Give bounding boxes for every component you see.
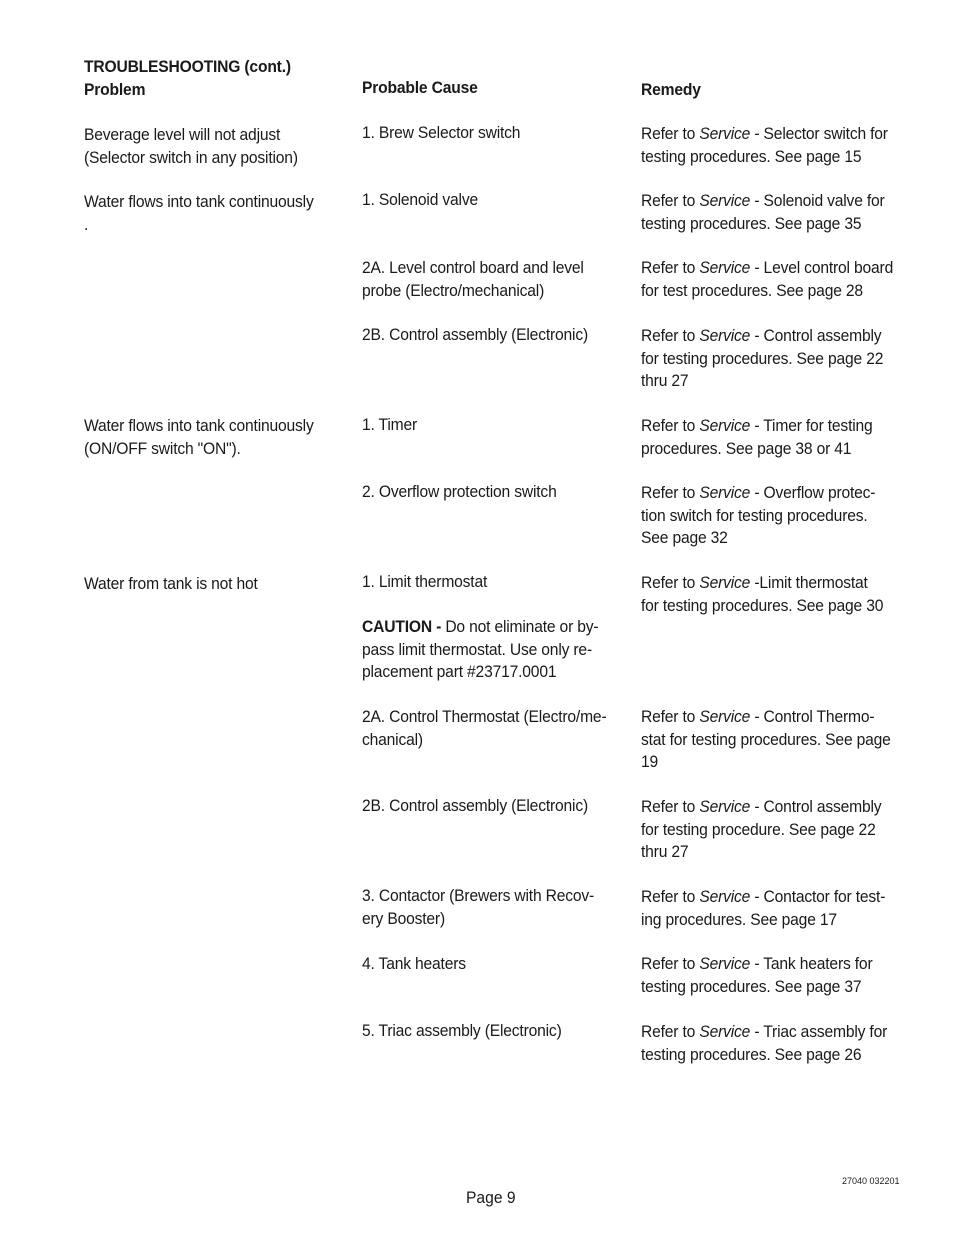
remedy-line: Refer to Service - Control Thermo- <box>641 707 875 726</box>
remedy-line: for test procedures. See page 28 <box>641 280 863 300</box>
problem-cell <box>84 573 340 596</box>
problem-line: Water flows into tank continuously <box>84 192 314 211</box>
problem-line: Beverage level will not adjust <box>84 125 281 144</box>
remedy-cell <box>641 123 900 168</box>
problem-cell <box>84 415 340 460</box>
cause-line: 2B. Control assembly (Electronic) <box>362 325 589 344</box>
remedy-line: stat for testing procedures. See page <box>641 729 891 749</box>
remedy-cell <box>641 482 900 550</box>
problem-line: Water flows into tank continuously <box>84 416 314 435</box>
cause-cell <box>362 885 621 930</box>
cause-cell <box>362 414 621 437</box>
remedy-line: ing procedures. See page 17 <box>641 909 837 929</box>
remedy-line: Refer to Service - Solenoid valve for <box>641 191 885 210</box>
remedy-cell <box>641 325 900 393</box>
column-header-remedy: Remedy <box>641 80 701 99</box>
service-ref: Service <box>699 707 751 726</box>
remedy-line: Refer to Service - Control assembly <box>641 797 882 816</box>
remedy-line: Refer to Service - Triac assembly for <box>641 1022 888 1041</box>
remedy-line: Refer to Service - Level control board <box>641 258 894 277</box>
cause-cell <box>362 706 621 751</box>
cause-cell <box>362 953 621 976</box>
remedy-cell <box>641 257 900 302</box>
remedy-line: for testing procedures. See page 30 <box>641 595 884 615</box>
service-ref: Service <box>699 1022 751 1041</box>
caution-line: placement part #23717.0001 <box>362 662 557 681</box>
remedy-line: tion switch for testing procedures. <box>641 505 868 525</box>
remedy-line: for testing procedure. See page 22 <box>641 819 876 839</box>
problem-cell <box>84 191 340 236</box>
document-code: 27040 032201 <box>842 1176 900 1186</box>
remedy-line: thru 27 <box>641 371 689 390</box>
cause-line: 2A. Level control board and level <box>362 258 584 277</box>
remedy-line: testing procedures. See page 15 <box>641 146 862 166</box>
cause-cell <box>362 324 621 347</box>
remedy-line: Refer to Service - Contactor for test- <box>641 887 886 906</box>
cause-line: chanical) <box>362 729 423 749</box>
caution-line: pass limit thermostat. Use only re- <box>362 639 592 659</box>
cause-line: 4. Tank heaters <box>362 954 466 973</box>
remedy-line: testing procedures. See page 37 <box>641 976 862 996</box>
problem-line: (Selector switch in any position) <box>84 147 298 167</box>
service-ref: Service <box>699 191 751 210</box>
remedy-cell <box>641 953 900 998</box>
caution-line: CAUTION - Do not eliminate or by- <box>362 617 599 636</box>
problem-cell <box>84 124 340 169</box>
cause-line: 2A. Control Thermostat (Electro/me- <box>362 707 607 726</box>
service-ref: Service <box>699 483 751 502</box>
remedy-line: Refer to Service - Tank heaters for <box>641 954 873 973</box>
remedy-line: Refer to Service - Overflow protec- <box>641 483 876 502</box>
remedy-cell <box>641 572 900 617</box>
service-ref: Service <box>699 416 751 435</box>
cause-cell <box>362 481 621 504</box>
remedy-line: Refer to Service -Limit thermostat <box>641 573 868 592</box>
cause-line: ery Booster) <box>362 908 445 928</box>
cause-cell <box>362 257 621 302</box>
remedy-cell <box>641 886 900 931</box>
problem-line: Water from tank is not hot <box>84 574 258 593</box>
service-ref: Service <box>699 124 751 143</box>
cause-line: probe (Electro/mechanical) <box>362 280 545 300</box>
remedy-cell <box>641 190 900 235</box>
service-ref: Service <box>699 954 751 973</box>
column-header-problem: Problem <box>84 80 146 99</box>
cause-line: 2. Overflow protection switch <box>362 482 557 501</box>
remedy-line: See page 32 <box>641 528 728 547</box>
remedy-line: testing procedures. See page 26 <box>641 1044 862 1064</box>
remedy-line: Refer to Service - Timer for testing <box>641 416 873 435</box>
remedy-line: 19 <box>641 752 659 771</box>
cause-cell <box>362 122 621 145</box>
remedy-line: procedures. See page 38 or 41 <box>641 438 852 458</box>
remedy-cell <box>641 796 900 864</box>
cause-line: 5. Triac assembly (Electronic) <box>362 1021 562 1040</box>
remedy-cell <box>641 1021 900 1066</box>
remedy-line: testing procedures. See page 35 <box>641 213 862 233</box>
column-header-cause: Probable Cause <box>362 78 478 97</box>
problem-line: . <box>84 214 89 234</box>
remedy-line: Refer to Service - Control assembly <box>641 326 882 345</box>
section-title: TROUBLESHOOTING (cont.) <box>84 57 291 76</box>
page-number: Page 9 <box>466 1188 516 1207</box>
service-ref: Service <box>699 573 751 592</box>
remedy-line: thru 27 <box>641 842 689 861</box>
service-ref: Service <box>699 326 751 345</box>
cause-line: 1. Brew Selector switch <box>362 123 521 142</box>
cause-line: 3. Contactor (Brewers with Recov- <box>362 886 595 905</box>
cause-line: 1. Solenoid valve <box>362 190 478 209</box>
service-ref: Service <box>699 887 751 906</box>
cause-cell <box>362 189 621 212</box>
cause-cell <box>362 795 621 818</box>
caution-label: CAUTION - <box>362 617 442 636</box>
cause-line: 1. Limit thermostat <box>362 572 488 591</box>
remedy-cell <box>641 706 900 774</box>
service-ref: Service <box>699 797 751 816</box>
remedy-line: for testing procedures. See page 22 <box>641 348 884 368</box>
remedy-cell <box>641 415 900 460</box>
caution-note <box>362 616 621 684</box>
service-ref: Service <box>699 258 751 277</box>
cause-line: 2B. Control assembly (Electronic) <box>362 796 589 815</box>
problem-line: (ON/OFF switch "ON"). <box>84 438 241 458</box>
remedy-line: Refer to Service - Selector switch for <box>641 124 888 143</box>
cause-cell <box>362 571 621 594</box>
cause-cell <box>362 1020 621 1043</box>
cause-line: 1. Timer <box>362 415 418 434</box>
